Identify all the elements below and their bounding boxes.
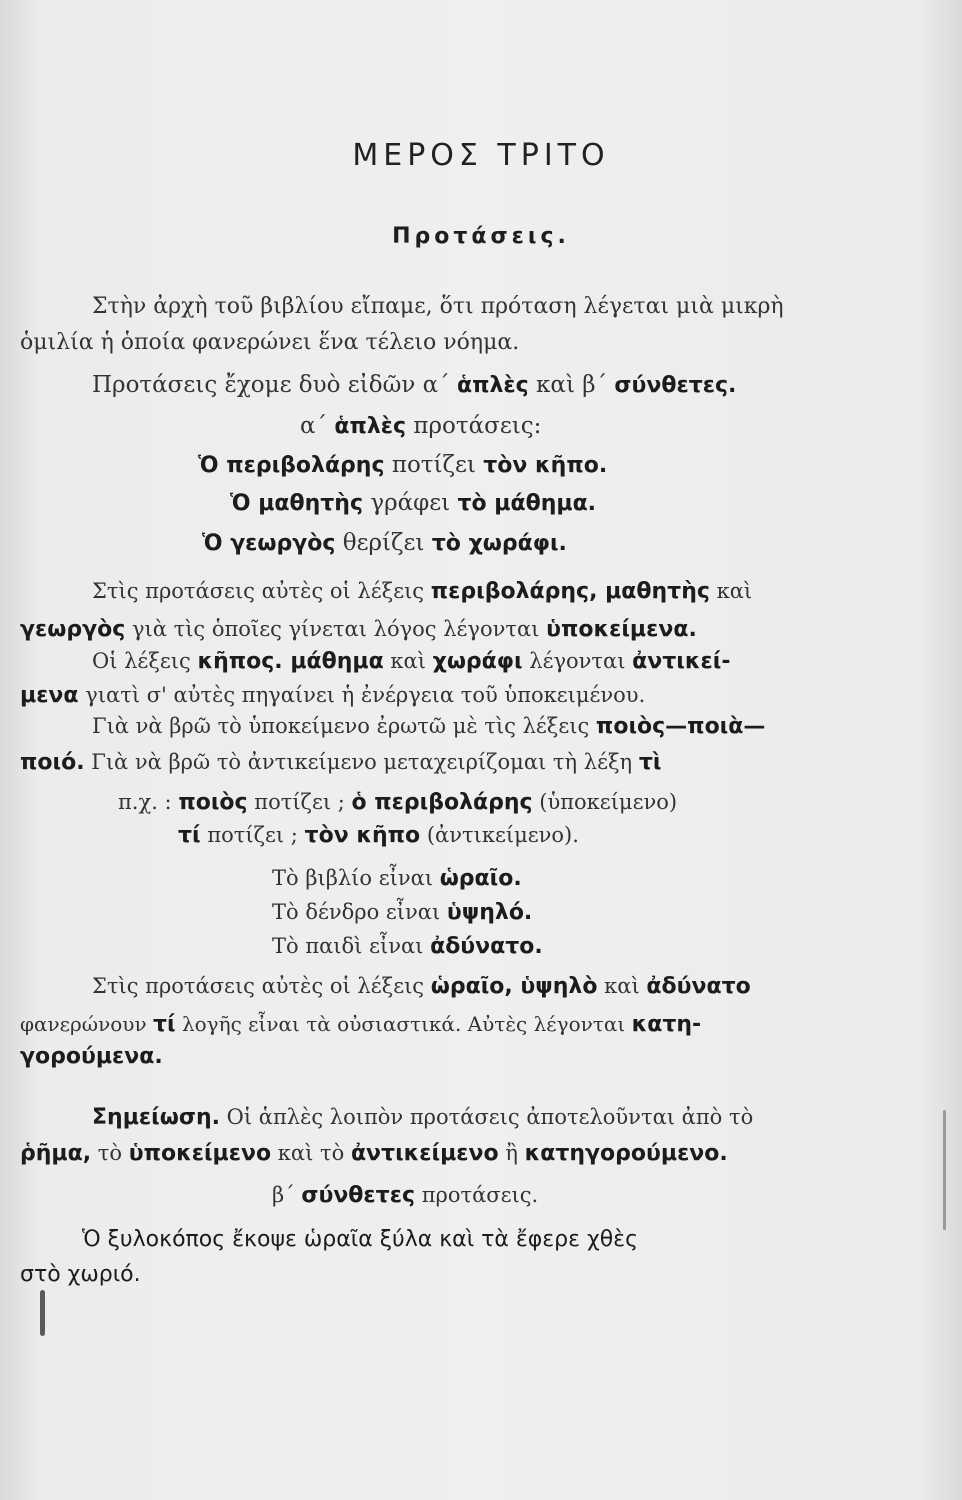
note-line-1	[92, 1102, 753, 1133]
ex5-text: Τὸ βιβλίο εἶναι	[272, 866, 433, 890]
paragraph-4-line-1	[92, 576, 752, 607]
ink-mark	[40, 1290, 45, 1336]
example-4-line-2	[178, 820, 579, 851]
p5-and: καὶ	[390, 649, 426, 673]
p7-terms: ὡραῖο, ὑψηλὸ	[430, 974, 598, 999]
note-label: Σημείωση.	[92, 1105, 220, 1130]
example-2-object: τὸ μάθημα.	[457, 491, 597, 516]
term-simple: ἁπλὲς	[456, 373, 529, 398]
note-text-a: Οἱ ἁπλὲς λοιπὸν προτάσεις ἀποτελοῦνται ἀπὸ τὸ	[226, 1105, 754, 1129]
example-4-line-1	[118, 787, 677, 818]
p4-terms: περιβολάρης, μαθητὴς	[430, 579, 710, 604]
example-1-verb: ποτίζει	[391, 452, 476, 478]
ex6-predicate: ὑψηλό.	[446, 900, 533, 925]
example-5	[272, 863, 522, 894]
compound-sentences-label	[272, 1180, 538, 1211]
term-compound: σύνθετες.	[614, 373, 737, 398]
p7-text-c: λογῆς εἶναι τὰ οὐσιαστικά. Αὐτὲς λέγονται	[181, 1012, 626, 1036]
label-compound: σύνθετες	[301, 1183, 415, 1208]
note-predicate: κατηγορούμενο.	[524, 1141, 728, 1166]
p5-terms: κῆπος. μάθημα	[197, 649, 384, 674]
p6-text-b: Γιὰ νὰ βρῶ τὸ ἀντικείμενο μεταχειρίζομαι τὴ λέξη	[91, 750, 633, 774]
example-2	[230, 488, 596, 519]
note-the-1: τὸ	[97, 1141, 123, 1165]
p7-term-predicates: κατη-	[631, 1012, 702, 1037]
paragraph-7-line-3	[20, 1041, 163, 1072]
p5-term-field: χωράφι	[432, 649, 523, 674]
paragraph-4-line-2	[20, 614, 697, 645]
p4-text-a: Στὶς προτάσεις αὐτὲς οἱ λέξεις	[92, 579, 425, 603]
p4-term-farmer: γεωργὸς	[20, 617, 126, 642]
p5-text-b: λέγονται	[529, 649, 626, 673]
paragraph-7-line-1	[92, 971, 751, 1002]
p5-term-objects-end: μενα	[20, 683, 79, 708]
p5-term-objects: ἀντικεί-	[632, 649, 731, 674]
ex4-garden: τὸν κῆπο	[304, 823, 421, 848]
ex4-who: ποιὸς	[178, 790, 248, 815]
example-1-object: τὸν κῆπο.	[483, 453, 608, 478]
ex5-predicate: ὡραῖο.	[439, 866, 522, 891]
p6-text-a: Γιὰ νὰ βρῶ τὸ ὑποκείμενο ἐρωτῶ μὲ τὶς λέξεις	[92, 714, 590, 738]
paragraph-1-line-2: ὁμιλία ἡ ὁποία φανερώνει ἕνα τέλειο νόημα.	[20, 330, 520, 355]
paragraph-7-line-2	[20, 1009, 701, 1040]
note-or: ἢ	[505, 1141, 518, 1165]
ex4-what: τί	[178, 823, 201, 848]
ex6-text: Τὸ δένδρο εἶναι	[272, 900, 441, 924]
p4-term-subjects: ὑποκείμενα.	[546, 617, 697, 642]
label-simple: ἁπλὲς	[334, 414, 407, 439]
p5-text-c: γιατὶ σ' αὐτὲς πηγαίνει ἡ ἐνέργεια τοῦ ὑποκειμένου.	[85, 683, 646, 707]
section-heading: Προτάσεις.	[392, 224, 570, 249]
paragraph-6-line-1	[92, 711, 765, 742]
example-3	[202, 528, 567, 559]
p4-text-b: γιὰ τὶς ὁποῖες γίνεται λόγος λέγονται	[131, 617, 540, 641]
p7-and: καὶ	[604, 974, 640, 998]
p7-term-predicates-end: γορούμενα.	[20, 1044, 163, 1069]
p7-term-weak: ἀδύνατο	[646, 974, 751, 999]
p6-question-words: ποιὸς—ποιὰ—	[595, 714, 766, 739]
example-1-subject: Ὁ περιβολάρης	[198, 453, 385, 478]
ex4-verb: ποτίζει ;	[254, 790, 345, 814]
ex7-predicate: ἀδύνατο.	[430, 934, 543, 959]
ex4-subject-note: (ὑποκείμενο)	[539, 790, 678, 814]
note-subject: ὑποκείμενο	[128, 1141, 272, 1166]
paragraph-1-line-1: Στὴν ἀρχὴ τοῦ βιβλίου εἴπαμε, ὅτι πρόταση λέγεται μιὰ μικρὴ	[92, 294, 784, 319]
example-3-subject: Ὁ γεωργὸς	[202, 531, 336, 556]
example-2-verb: γράφει	[370, 490, 451, 516]
note-object: ἀντικείμενο	[350, 1141, 499, 1166]
label-sentences: προτάσεις:	[413, 413, 542, 439]
p7-what: τί	[152, 1012, 176, 1037]
simple-sentences-label	[300, 411, 541, 442]
label-alpha: α΄	[300, 413, 328, 439]
paragraph-2	[92, 370, 736, 401]
example-8-line-2: στὸ χωριό.	[20, 1262, 141, 1287]
label-beta: β΄	[272, 1183, 295, 1207]
label-sentences-2: προτάσεις.	[421, 1183, 539, 1207]
ex7-text: Τὸ παιδὶ εἶναι	[272, 934, 424, 958]
page-edge-shadow	[943, 1110, 946, 1230]
paragraph-2-and: καὶ β΄	[536, 372, 608, 398]
note-line-2	[20, 1138, 728, 1169]
paragraph-5-line-1	[92, 646, 730, 677]
part-heading: ΜΕΡΟΣ ΤΡΙΤΟ	[352, 138, 610, 173]
ex4-gardener: ὁ περιβολάρης	[351, 790, 533, 815]
p4-and: καὶ	[716, 579, 753, 603]
example-1	[198, 450, 607, 481]
example-6	[272, 897, 532, 928]
paragraph-2-text: Προτάσεις ἔχομε δυὸ εἰδῶν α΄	[92, 372, 450, 398]
paragraph-6-line-2	[20, 747, 661, 778]
note-and-the: καὶ τὸ	[277, 1141, 345, 1165]
p7-text-b: φανερώνουν	[20, 1012, 147, 1036]
p6-word-what: τὶ	[638, 750, 662, 775]
example-7	[272, 931, 543, 962]
p6-question-word-neuter: ποιό.	[20, 750, 85, 775]
ex4-verb-2: ποτίζει ;	[207, 823, 298, 847]
example-8-line-1: Ὁ ξυλοκόπος ἔκοψε ὡραῖα ξύλα καὶ τὰ ἔφερε χθὲς	[82, 1227, 638, 1252]
p7-text-a: Στὶς προτάσεις αὐτὲς οἱ λέξεις	[92, 974, 425, 998]
paragraph-5-line-2	[20, 680, 645, 711]
note-verb: ῥῆμα,	[20, 1141, 92, 1166]
example-3-verb: θερίζει	[342, 530, 425, 556]
example-3-object: τὸ χωράφι.	[431, 531, 567, 556]
example-2-subject: Ὁ μαθητὴς	[230, 491, 364, 516]
p5-text-a: Οἱ λέξεις	[92, 649, 191, 673]
ex4-eg: π.χ. :	[118, 790, 172, 814]
ex4-object-note: (ἀντικείμενο).	[426, 823, 579, 847]
